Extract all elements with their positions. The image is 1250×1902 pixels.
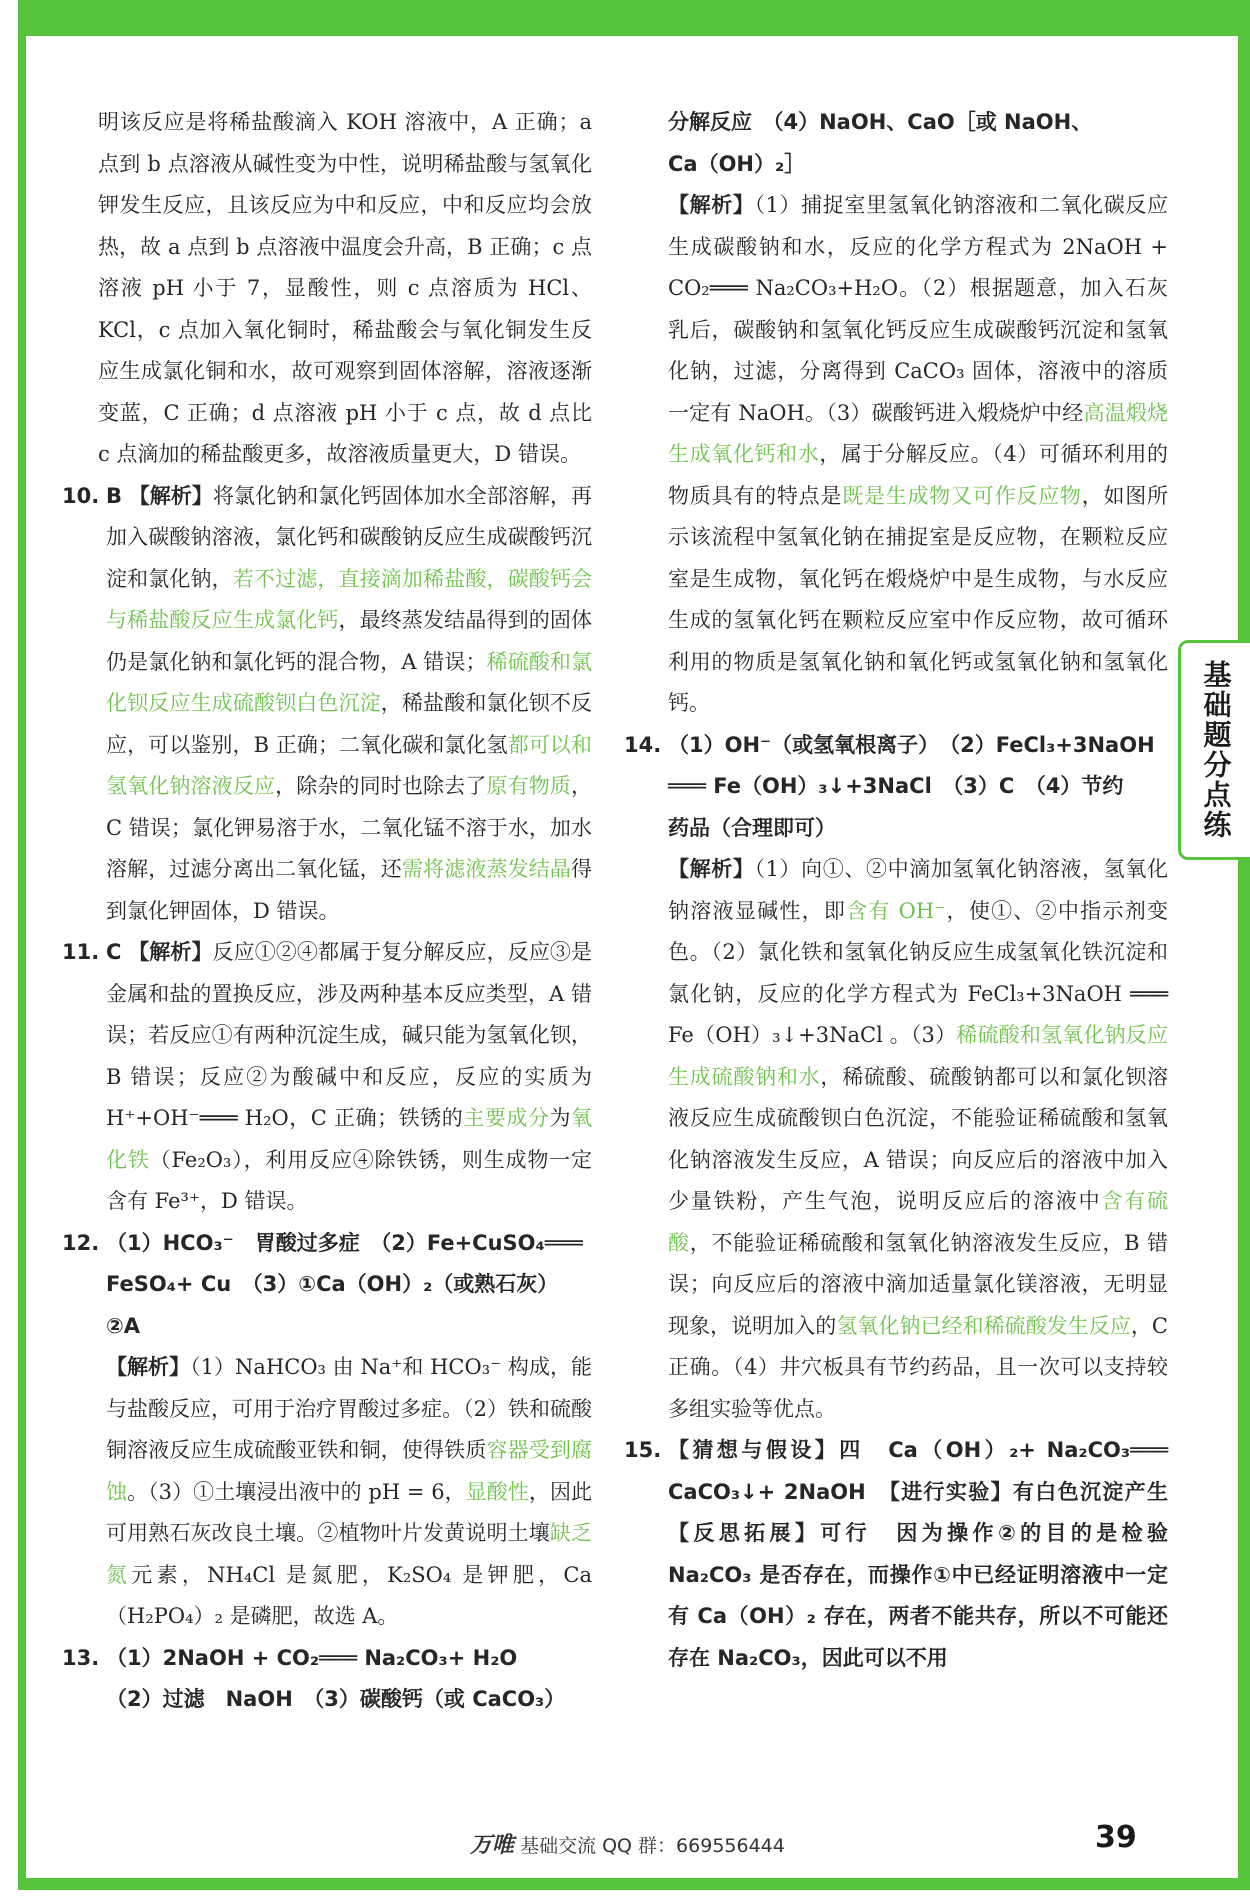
text: （Fe₂O₃），利用反应④除铁锈，则生成物一定含有 Fe³⁺，D 错误。	[106, 1147, 593, 1213]
highlight: 都可以和氢氧化钠溶液反应	[106, 732, 593, 798]
text: ，因此可用熟石灰改良土壤。②植物叶片发黄说明土壤	[106, 1479, 593, 1545]
analysis-label: 【解析】	[128, 483, 213, 508]
answer-text: 【猜想与假设】四 Ca（OH）₂+ Na₂CO₃═══ CaCO₃↓+ 2NaOH 【进行实验】有白色沉淀产生 【反思拓展】可行 因为操作②的目的是检验 Na₂CO₃ 是否存在，而操作①中已经证明溶液中一定有 Ca（OH）₂ 存在，两者不能共存，所以不可能还存在 Na₂CO₃，因此可以不用	[668, 1438, 1189, 1670]
question-number: 14.	[624, 732, 662, 757]
answer-line: Ca（OH）₂］	[668, 151, 806, 176]
highlight: 显酸性	[465, 1479, 529, 1504]
question-11	[62, 932, 592, 1223]
answer-line: （2）过滤 NaOH （3）碳酸钙（或 CaCO₃）	[106, 1687, 566, 1711]
answer: B	[106, 483, 123, 508]
question-15	[624, 1430, 1189, 1679]
text: ，如图所示该流程中氢氧化钠在捕捉室是反应物，在颗粒反应室是生成物，氧化钙在煅烧炉中是生成物，与水反应生成的氢氧化钙在颗粒反应室中作反应物，故可循环利用的物质是氢氧化钠和氧化钙或氢氧化钠和氢氧化钙。	[668, 483, 1169, 715]
answer-line: （1）OH⁻（或氢氧根离子） （2）FeCl₃+3NaOH	[668, 732, 1155, 757]
explanation-13	[668, 185, 1168, 725]
highlight: 若不过滤，直接滴加稀盐酸，碳酸钙会与稀盐酸反应生成氯化钙	[106, 566, 593, 632]
text: ，不能验证稀硫酸和氢氧化钠溶液发生反应，B 错误；向反应后的溶液中滴加适量氯化镁溶液，无明显现象，说明加入的	[668, 1230, 1169, 1338]
section-side-tab-label: 基础题分点练	[1199, 660, 1233, 840]
text: ，C 错误；氯化钾易溶于水，二氧化锰不溶于水，加水溶解，过滤分离出二氧化锰，还	[106, 774, 593, 881]
question-number: 13.	[62, 1645, 100, 1670]
text: 。（3）①土壤浸出液中的 pH = 6，	[127, 1479, 466, 1504]
answer-line: （1）HCO₃⁻ 胃酸过多症 （2）Fe+CuSO₄═══	[106, 1230, 583, 1255]
analysis-label: 【解析】	[106, 1355, 191, 1379]
highlight: 氧化铁	[106, 1106, 593, 1172]
text: 为	[549, 1106, 572, 1130]
green-frame-bottom	[18, 1878, 1250, 1890]
text: ，使①、②中指示剂变色。（2）氯化铁和氢氧化钠反应生成氢氧化铁沉淀和氯化钠，反应的化学方程式为 FeCl₃+3NaOH ═══ Fe（OH）₃↓+3NaCl 。（3）	[668, 898, 1168, 1047]
explanation	[106, 1347, 592, 1638]
green-frame-right	[1238, 0, 1250, 640]
answer-line: 药品（合理即可）	[668, 815, 836, 840]
left-column	[62, 102, 592, 1721]
analysis-label: 【解析】	[128, 940, 213, 964]
question-number: 11.	[62, 940, 100, 964]
highlight: 高温煅烧生成氧化钙和水	[668, 400, 1169, 466]
highlight: 容器受到腐蚀	[106, 1438, 592, 1504]
explanation	[668, 849, 1168, 1430]
highlight: 氢氧化钠已经和稀硫酸发生反应	[836, 1313, 1131, 1338]
text: （1）向①、②中滴加氢氧化钠溶液，氢氧化钠溶液显碱性，即	[668, 857, 1169, 923]
question-14	[624, 725, 1168, 1431]
green-frame-top	[18, 0, 1250, 36]
highlight: 需将滤液蒸发结晶	[401, 857, 572, 881]
continued-explanation: 明该反应是将稀盐酸滴入 KOH 溶液中，A 正确；a 点到 b 点溶液从碱性变为中性，说明稀盐酸与氢氧化钾发生反应，且该反应为中和反应，中和反应均会放热，故 a 点到 b 点溶液中温度会升高，B 正确；c 点溶液 pH 小于 7，显酸性，则 c 点溶质为 HCl、KCl，c 点加入氧化铜时，稀盐酸会与氧化铜发生反应生成氯化铜和水，故可观察到固体溶解，溶液逐渐变蓝，C 正确；d 点溶液 pH 小于 c 点，故 d 点比 c 点滴加的稀盐酸更多，故溶液质量更大，D 错误。	[98, 110, 592, 466]
question-number: 10.	[62, 483, 100, 508]
brand-logo: 万唯	[470, 1833, 515, 1858]
text: 元素，NH₄Cl 是氮肥，K₂SO₄ 是钾肥，Ca（H₂PO₄）₂ 是磷肥，故选 A。	[106, 1562, 592, 1628]
text: ，属于分解反应。（4）可循环利用的物质具有的特点是	[668, 442, 1169, 508]
analysis-label: 【解析】	[668, 857, 755, 881]
green-frame-right-lower	[1238, 860, 1250, 1890]
text: 得到氯化钾固体，D 错误。	[106, 857, 593, 923]
highlight: 含有 OH⁻	[846, 898, 946, 923]
section-side-tab	[1178, 640, 1250, 860]
green-frame-left	[18, 0, 26, 1890]
answer: C	[106, 940, 122, 964]
answer-line: ═══ Fe（OH）₃↓+3NaCl （3）C （4）节约	[668, 774, 1124, 798]
footer	[470, 1828, 785, 1859]
question-12	[62, 1223, 592, 1638]
analysis-label: 【解析】	[668, 193, 755, 217]
text: ，最终蒸发结晶得到的固体仍是氯化钠和氯化钙的混合物，A 错误；	[106, 608, 592, 674]
text: ，稀盐酸和氯化钡不反应，可以鉴别，B 正确；二氧化碳和氯化氢	[106, 691, 593, 757]
answer-line: 分解反应 （4）NaOH、CaO［或 NaOH、	[668, 110, 1093, 134]
text: ，C 正确。（4）井穴板具有节约药品，且一次可以支持较多组实验等优点。	[668, 1313, 1168, 1421]
answer-line: （1）2NaOH + CO₂═══ Na₂CO₃+ H₂O	[106, 1645, 518, 1670]
highlight: 稀硫酸和氢氧化钠反应生成硫酸钠和水	[668, 1023, 1168, 1089]
answer-line: ②A	[106, 1313, 141, 1338]
highlight: 缺乏氮	[106, 1521, 593, 1587]
question-13	[62, 1638, 592, 1721]
text: 反应①②④都属于复分解反应，反应③是金属和盐的置换反应，涉及两种基本反应类型，A 错误；若反应①有两种沉淀生成，碱只能为氢氧化钡，B 错误；反应②为酸碱中和反应，反应的实质为 H⁺+OH⁻═══ H₂O，C 正确；铁锈的	[106, 940, 592, 1130]
highlight: 原有物质	[486, 774, 572, 798]
footer-text: 基础交流 QQ 群：669556444	[520, 1835, 785, 1857]
question-number: 12.	[62, 1230, 100, 1255]
text: （1）NaHCO₃ 由 Na⁺和 HCO₃⁻ 构成，能与盐酸反应，可用于治疗胃酸过多症。（2）铁和硫酸铜溶液反应生成硫酸亚铁和铜，使得铁质	[106, 1355, 592, 1462]
page-number: 39	[1095, 1820, 1137, 1855]
question-10	[62, 476, 592, 933]
highlight: 既是生成物又可作反应物	[842, 483, 1082, 508]
text: （1）捕捉室里氢氧化钠溶液和二氧化碳反应生成碳酸钠和水，反应的化学方程式为 2NaOH + CO₂═══ Na₂CO₃+H₂O。（2）根据题意，加入石灰乳后，碳酸钠和氢氧化钙反应生成碳酸钙沉淀和氢氧化钠，过滤，分离得到 CaCO₃ 固体，溶液中的溶质一定有 NaOH。（3）碳酸钙进入煅烧炉中经	[668, 193, 1169, 425]
text: ，稀硫酸、硫酸钠都可以和氯化钡溶液反应生成硫酸钡白色沉淀，不能验证稀硫酸和氢氧化钠溶液发生反应，A 错误；向反应后的溶液中加入少量铁粉，产生气泡，说明反应后的溶液中	[668, 1064, 1169, 1213]
right-column	[624, 102, 1189, 1679]
highlight: 主要成分	[463, 1106, 550, 1130]
highlight: 稀硫酸和氯化钡反应生成硫酸钡白色沉淀	[106, 649, 593, 715]
text: 将氯化钠和氯化钙固体加水全部溶解，再加入碳酸钠溶液，氯化钙和碳酸钠反应生成碳酸钙沉淀和氯化钠，	[106, 483, 593, 591]
text: ，除杂的同时也除去了	[275, 774, 487, 798]
answer-line: FeSO₄+ Cu （3）①Ca（OH）₂（或熟石灰）	[106, 1272, 559, 1296]
highlight: 含有硫酸	[668, 1189, 1169, 1255]
question-number: 15.	[624, 1438, 662, 1462]
